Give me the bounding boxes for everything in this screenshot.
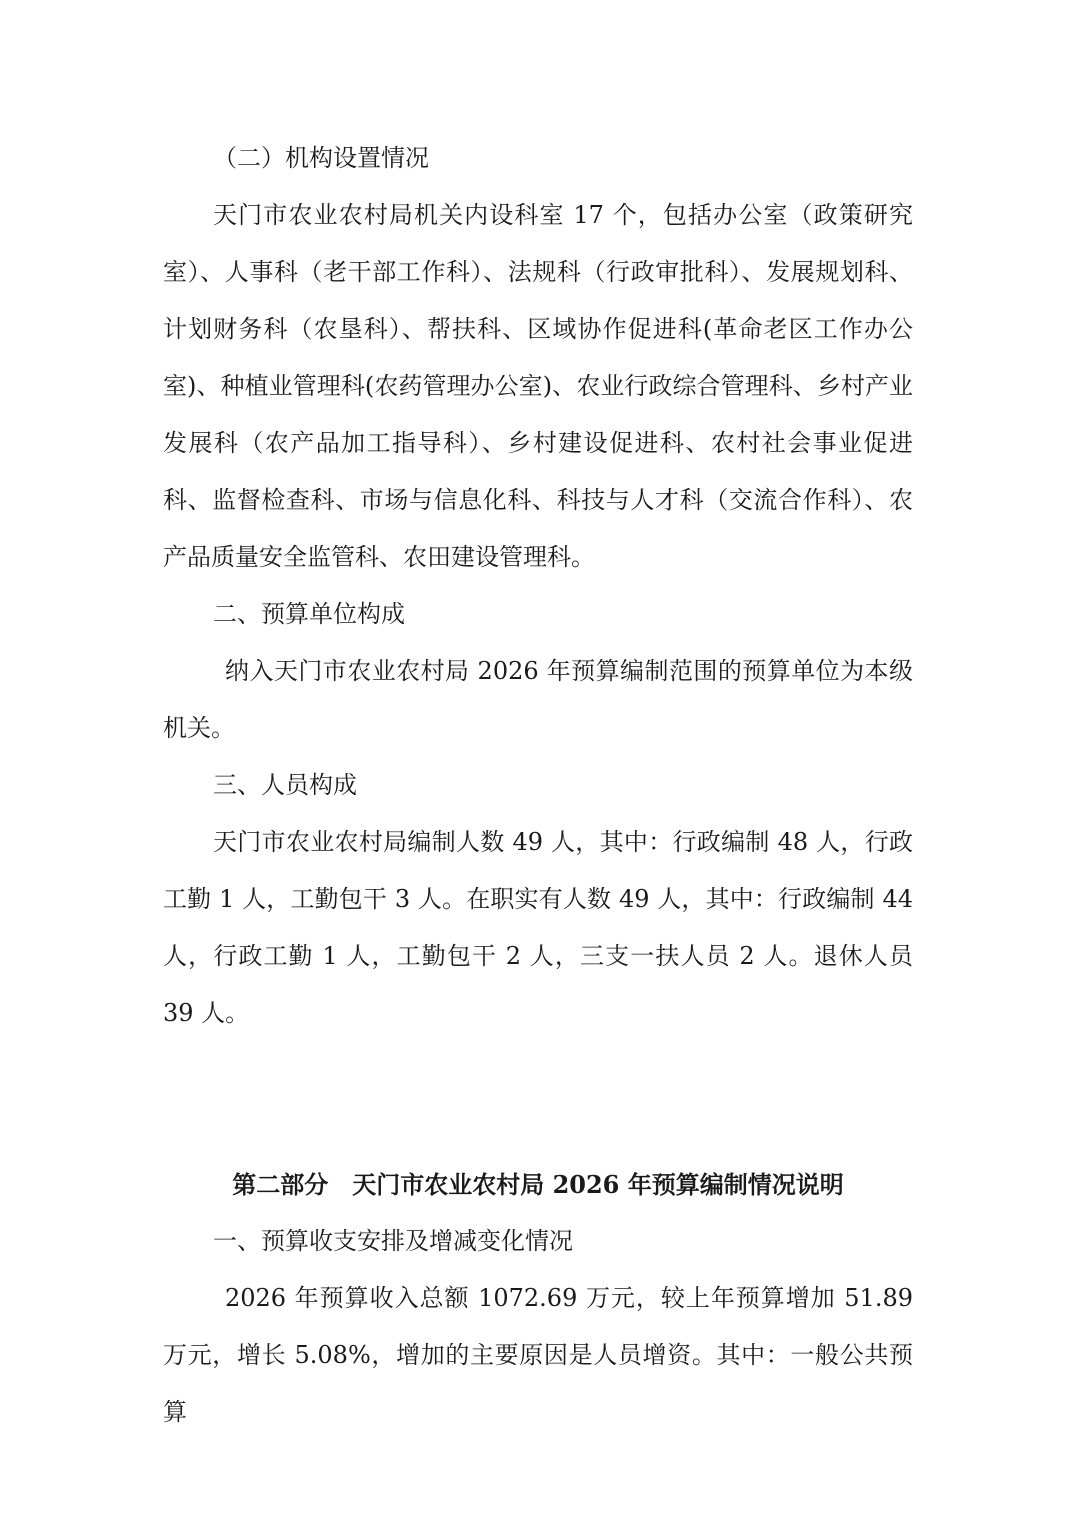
- paragraph-budget-units: 纳入天门市农业农村局 2026 年预算编制范围的预算单位为本级机关。: [163, 657, 913, 742]
- section-heading-budget-units: 二、预算单位构成: [213, 600, 405, 628]
- section-heading-budget-changes: 一、预算收支安排及增减变化情况: [213, 1227, 573, 1255]
- section-heading-org-setup: （二）机构设置情况: [213, 144, 429, 172]
- part-two-title: 第二部分 天门市农业农村局 2026 年预算编制情况说明: [232, 1170, 844, 1199]
- paragraph-staff: 天门市农业农村局编制人数 49 人，其中：行政编制 48 人，行政工勤 1 人，工勤包干 3 人。在职实有人数 49 人，其中：行政编制 44 人，行政工勤 1 人，工勤包干 2 人，三支一扶人员 2 人。退休人员 39 人。: [163, 828, 913, 1027]
- paragraph-org-setup: 天门市农业农村局机关内设科室 17 个，包括办公室（政策研究室）、人事科（老干部工作科）、法规科（行政审批科）、发展规划科、计划财务科（农垦科）、帮扶科、区域协作促进科(革命老区工作办公室)、种植业管理科(农药管理办公室)、农业行政综合管理科、乡村产业发展科（农产品加工指导科）、乡村建设促进科、农村社会事业促进科、监督检查科、市场与信息化科、科技与人才科（交流合作科）、农产品质量安全监管科、农田建设管理科。: [163, 201, 913, 571]
- document-content: [163, 130, 913, 1441]
- paragraph-budget-changes: 2026 年预算收入总额 1072.69 万元，较上年预算增加 51.89 万元，增长 5.08%，增加的主要原因是人员增资。其中：一般公共预算: [163, 1284, 913, 1426]
- section-heading-staff: 三、人员构成: [213, 771, 357, 799]
- section-spacer: [163, 1042, 913, 1156]
